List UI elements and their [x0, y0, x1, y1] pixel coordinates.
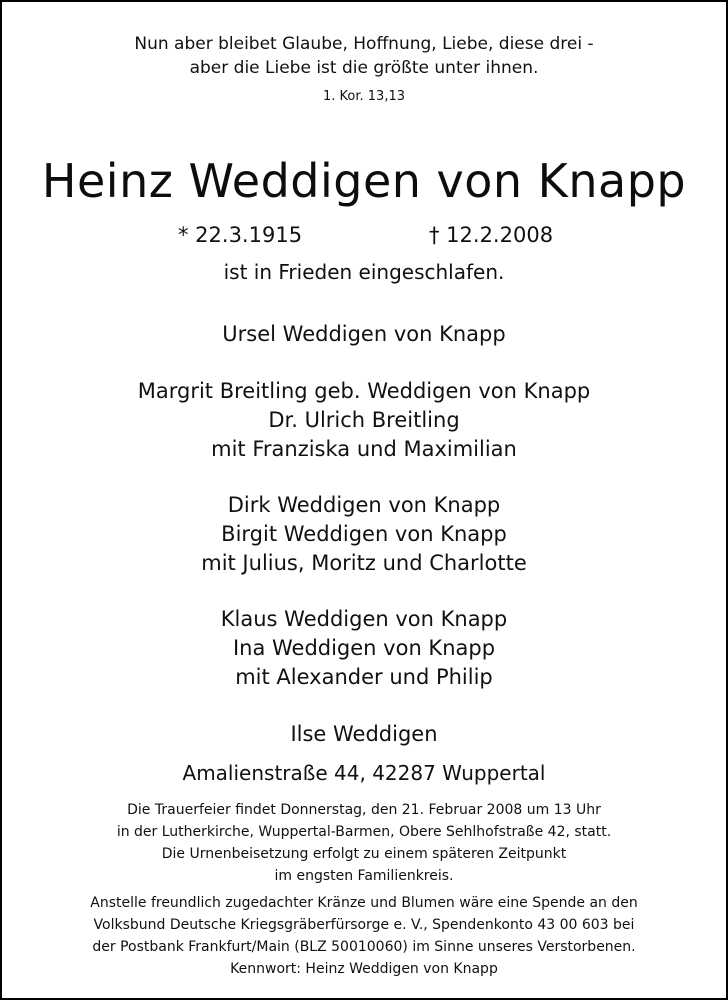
mourner-name: Ursel Weddigen von Knapp: [222, 322, 506, 346]
funeral-info-line: Die Trauerfeier findet Donnerstag, den 21. Februar 2008 um 13 Uhr: [127, 802, 601, 818]
death-date: † 12.2.2008: [429, 223, 554, 247]
mourner-name: Dirk Weddigen von Knapp: [227, 493, 501, 517]
mourner-name: Ina Weddigen von Knapp: [232, 636, 496, 660]
family-address: Amalienstraße 44, 42287 Wuppertal: [182, 761, 546, 785]
donation-keyword: Kennwort: Heinz Weddigen von Knapp: [230, 961, 498, 977]
verse-line-2: aber die Liebe ist die größte unter ihnen.: [189, 58, 539, 78]
death-statement: ist in Frieden eingeschlafen.: [223, 260, 505, 284]
verse-reference: 1. Kor. 13,13: [323, 89, 405, 104]
mourner-name: Dr. Ulrich Breitling: [268, 408, 460, 432]
birth-date: * 22.3.1915: [178, 223, 303, 247]
deceased-name: Heinz Weddigen von Knapp: [41, 154, 687, 208]
mourner-children: mit Julius, Moritz und Charlotte: [201, 551, 527, 575]
funeral-info-line: in der Lutherkirche, Wuppertal-Barmen, Obere Sehlhofstraße 42, statt.: [116, 824, 612, 840]
mourner-name: Klaus Weddigen von Knapp: [220, 607, 508, 631]
mourner-name: Margrit Breitling geb. Weddigen von Knapp: [137, 379, 591, 403]
funeral-info-line: im engsten Familienkreis.: [274, 868, 454, 884]
funeral-info-line: Die Urnenbeisetzung erfolgt zu einem späteren Zeitpunkt: [161, 846, 567, 862]
donation-info-line: Anstelle freundlich zugedachter Kränze und Blumen wäre eine Spende an den: [90, 895, 638, 911]
donation-info-line: der Postbank Frankfurt/Main (BLZ 50010060) im Sinne unseres Verstorbenen.: [92, 939, 636, 955]
mourner-name: Birgit Weddigen von Knapp: [221, 522, 507, 546]
life-dates: [2, 221, 726, 249]
donation-info-line: Volksbund Deutsche Kriegsgräberfürsorge e. V., Spendenkonto 43 00 603 bei: [93, 917, 635, 933]
mourner-name: Ilse Weddigen: [290, 722, 438, 746]
mourner-children: mit Alexander und Philip: [235, 665, 493, 689]
mourner-children: mit Franziska und Maximilian: [211, 437, 517, 461]
verse-line-1: Nun aber bleibet Glaube, Hoffnung, Liebe, diese drei -: [134, 34, 594, 54]
